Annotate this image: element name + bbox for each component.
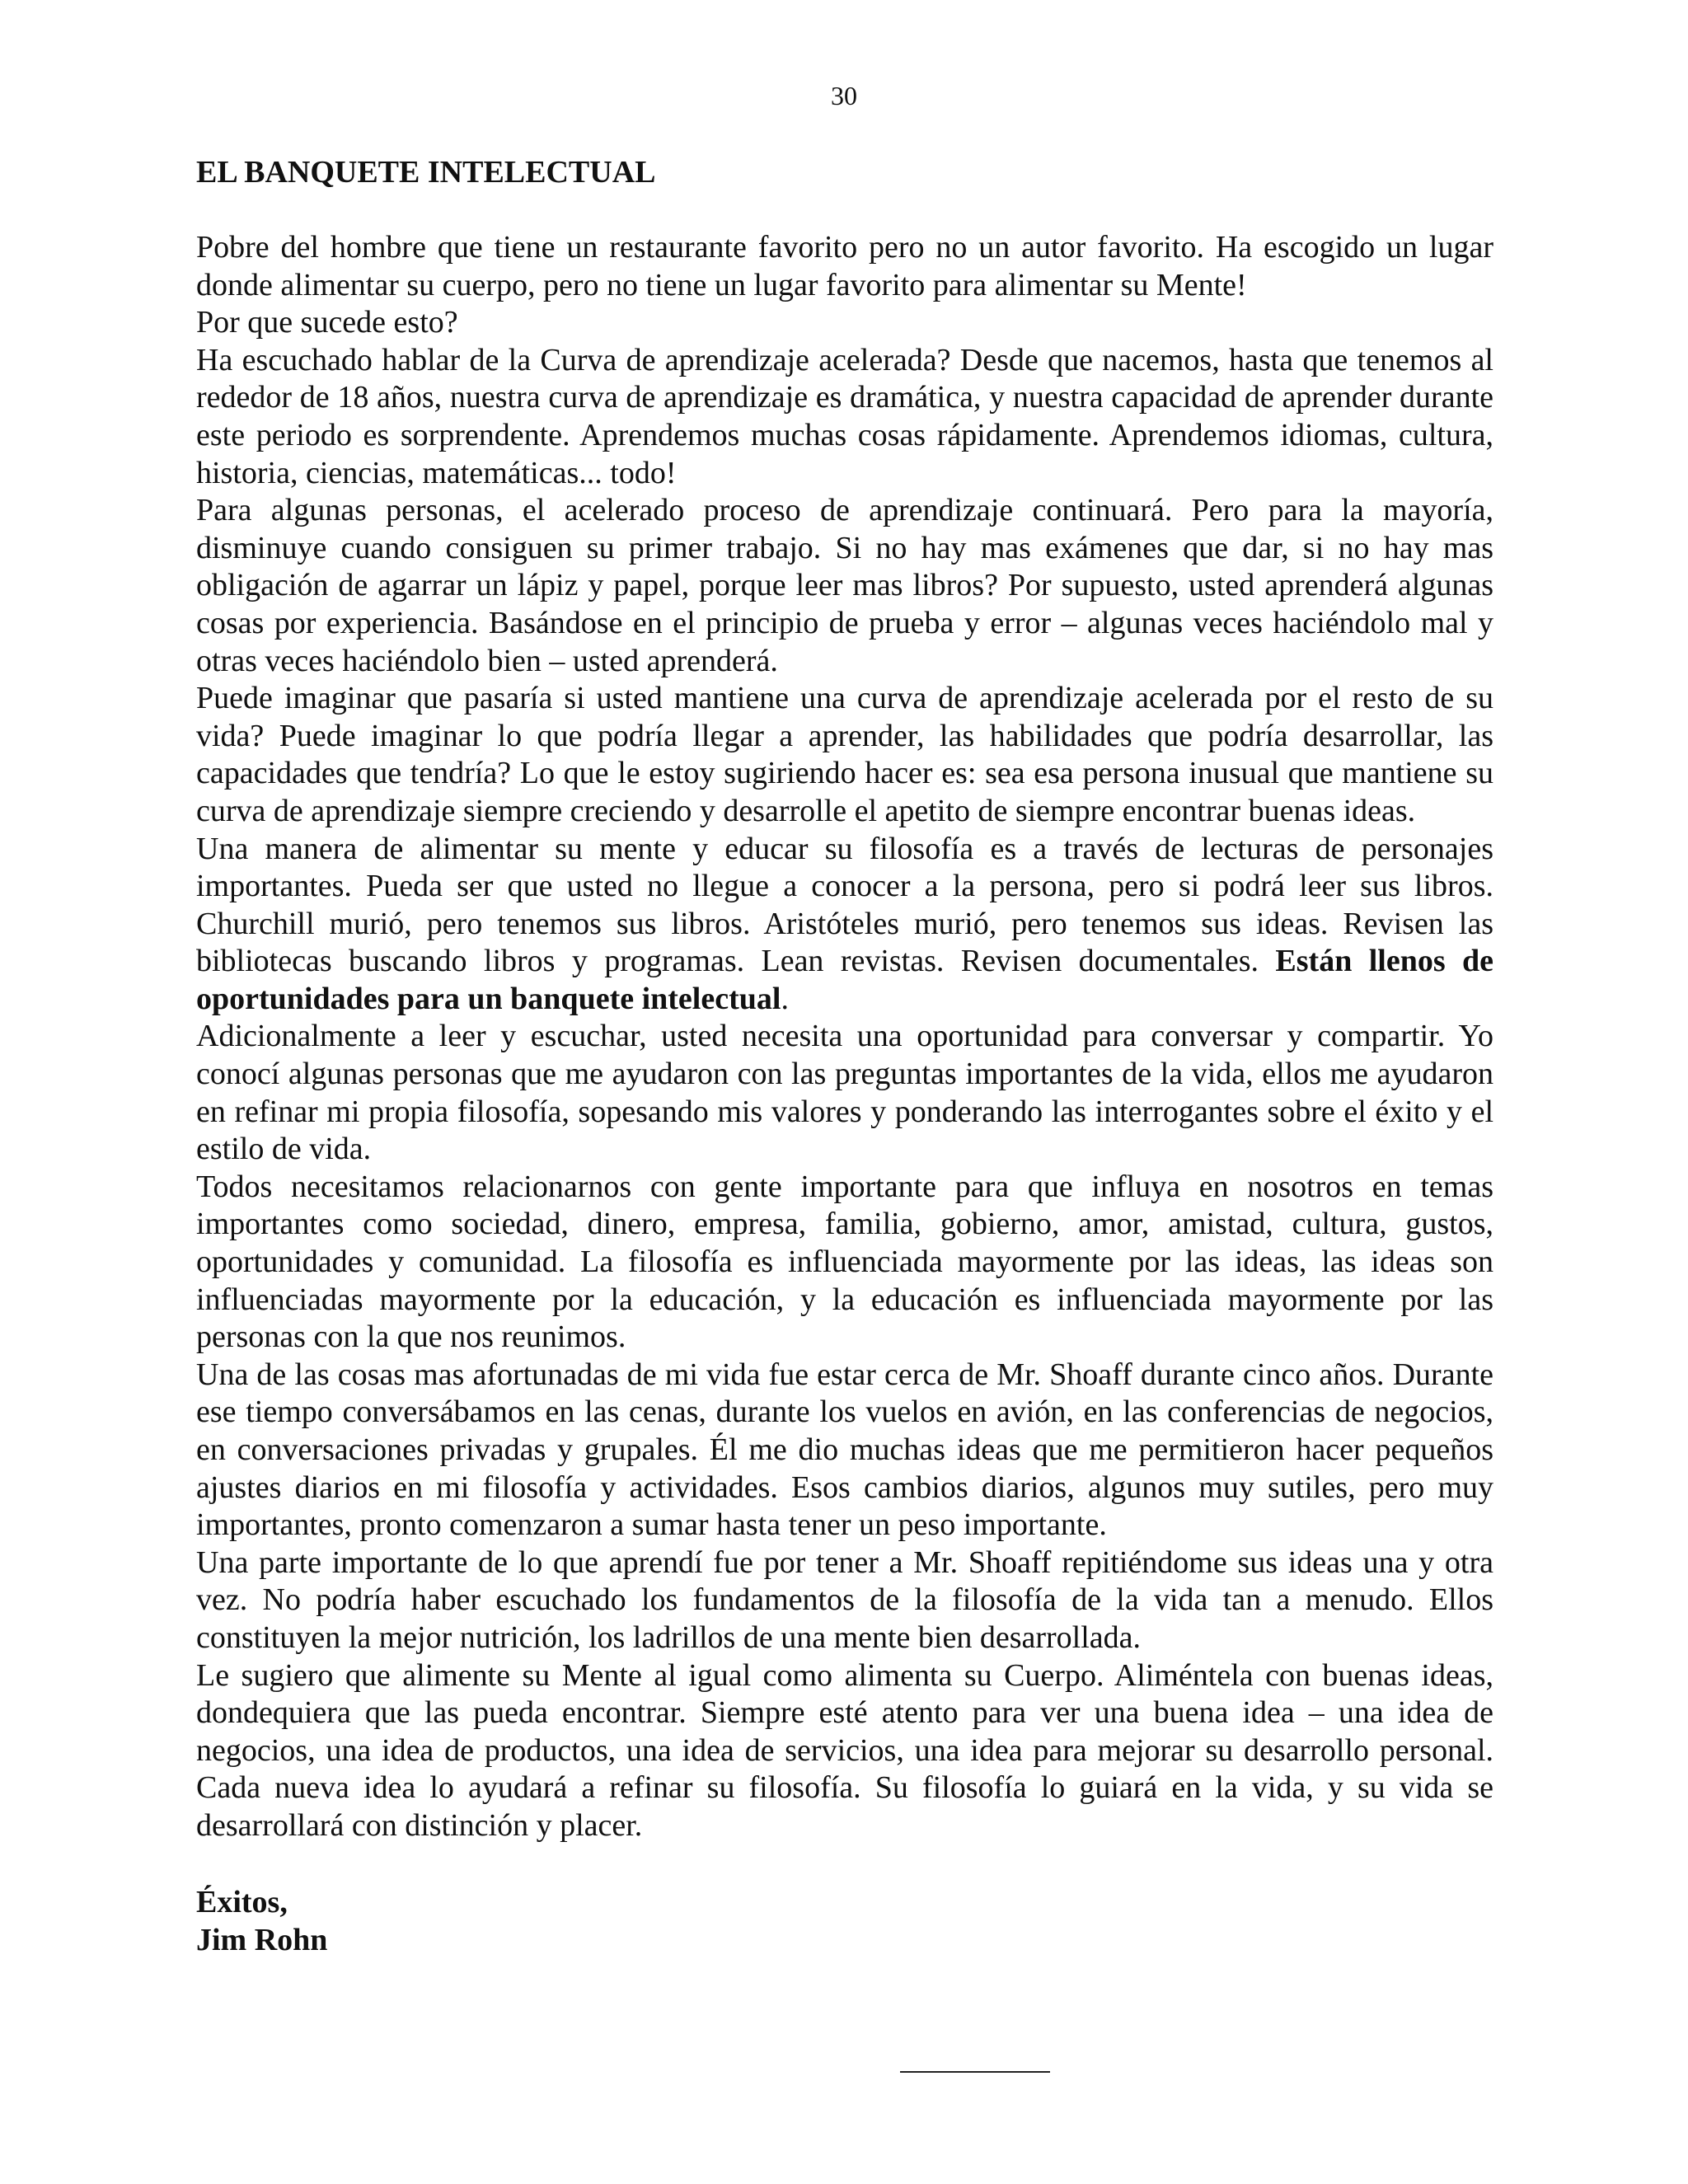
page-number: 30: [831, 81, 857, 110]
paragraph-2: Por que sucede esto?: [196, 305, 458, 340]
paragraph-7: Adicionalmente a leer y escuchar, usted necesita una oportunidad para conversar y compartir. Yo conocí algunas personas que me ayudaron con las preguntas importantes de la vida, ellos me ayudaron en refinar mi propia filosofía, sopesando mis valores y ponderando las interrogantes sobre el éxito y el estilo de vida.: [196, 1019, 1493, 1167]
paragraph-1: Pobre del hombre que tiene un restaurante favorito pero no un autor favorito. Ha escogido un lugar donde alimentar su cuerpo, pero no tiene un lugar favorito para alimentar su Mente!: [196, 230, 1493, 302]
paragraph-6-bold-text: Están llenos de oportunidades para un banquete intelectual: [196, 944, 1493, 1016]
paragraph-10: Una parte importante de lo que aprendí fue por tener a Mr. Shoaff repitiéndome sus ideas una y otra vez. No podría haber escuchado los fundamentos de la filosofía de la vida tan a menudo. Ellos constituyen la mejor nutrición, los ladrillos de una mente bien desarrollada.: [196, 1544, 1493, 1655]
paragraph-9: Una de las cosas mas afortunadas de mi vida fue estar cerca de Mr. Shoaff durante cinco años. Durante ese tiempo conversábamos en las cenas, durante los vuelos en avión, en las conferencias de negocios, en conversaciones privadas y grupales. Él me dio muchas ideas que me permitieron hacer pequeños ajustes diarios en mi filosofía y actividades. Esos cambios diarios, algunos muy sutiles, pero muy importantes, pronto comenzaron a sumar hasta tener un peso importante.: [196, 1357, 1493, 1543]
closing: [196, 1883, 1493, 1959]
closing-signature: Jim Rohn: [196, 1922, 328, 1957]
closing-salutation: Éxitos,: [196, 1884, 288, 1919]
paragraph-8: Todos necesitamos relacionarnos con gente importante para que influya en nosotros en temas importantes como sociedad, dinero, empresa, familia, gobierno, amor, amistad, cultura, gustos, oportunidades y comunidad. La filosofía es influenciada mayormente por las ideas, las ideas son influenciadas mayormente por la educación, y la educación es influenciada mayormente por las personas con la que nos reunimos.: [196, 1169, 1493, 1355]
paragraph-6: [196, 831, 1493, 1019]
paragraph-4: Para algunas personas, el acelerado proceso de aprendizaje continuará. Pero para la mayoría, disminuye cuando consiguen su primer trabajo. Si no hay mas exámenes que dar, si no hay mas obligación de agarrar un lápiz y papel, porque leer mas libros? Por supuesto, usted aprenderá algunas cosas por experiencia. Basándose en el principio de prueba y error – algunas veces haciéndolo mal y otras veces haciéndolo bien – usted aprenderá.: [196, 493, 1493, 678]
paragraph-6-text: Una manera de alimentar su mente y educar su filosofía es a través de lecturas de personajes importantes. Pueda ser que usted no llegue a conocer a la persona, pero si podrá leer sus libros. Churchill murió, pero tenemos sus libros. Aristóteles murió, pero tenemos sus ideas. Revisen las bibliotecas buscando libros y programas. Lean revistas. Revisen documentales.: [196, 831, 1493, 979]
paragraph-3: Ha escuchado hablar de la Curva de aprendizaje acelerada? Desde que nacemos, hasta que tenemos al rededor de 18 años, nuestra curva de aprendizaje es dramática, y nuestra capacidad de aprender durante este periodo es sorprendente. Aprendemos muchas cosas rápidamente. Aprendemos idiomas, cultura, historia, ciencias, matemáticas... todo!: [196, 342, 1493, 490]
paragraph-5: Puede imaginar que pasaría si usted mantiene una curva de aprendizaje acelerada por el resto de su vida? Puede imaginar lo que podría llegar a aprender, las habilidades que podría desarrollar, las capacidades que tendría? Lo que le estoy sugiriendo hacer es: sea esa persona inusual que mantiene su curva de aprendizaje siempre creciendo y desarrolle el apetito de siempre encontrar buenas ideas.: [196, 681, 1493, 828]
footer-divider: [900, 2071, 1050, 2073]
paragraph-6-end: .: [781, 981, 789, 1016]
document-body: [196, 153, 1493, 1959]
paragraph-11: Le sugiero que alimente su Mente al igual como alimenta su Cuerpo. Aliméntela con buenas ideas, dondequiera que las pueda encontrar. Siempre esté atento para ver una buena idea – una idea de negocios, una idea de productos, una idea de servicios, una idea para mejorar su desarrollo personal. Cada nueva idea lo ayudará a refinar su filosofía. Su filosofía lo guiará en la vida, y su vida se desarrollará con distinción y placer.: [196, 1657, 1493, 1843]
document-title: EL BANQUETE INTELECTUAL: [196, 155, 656, 190]
